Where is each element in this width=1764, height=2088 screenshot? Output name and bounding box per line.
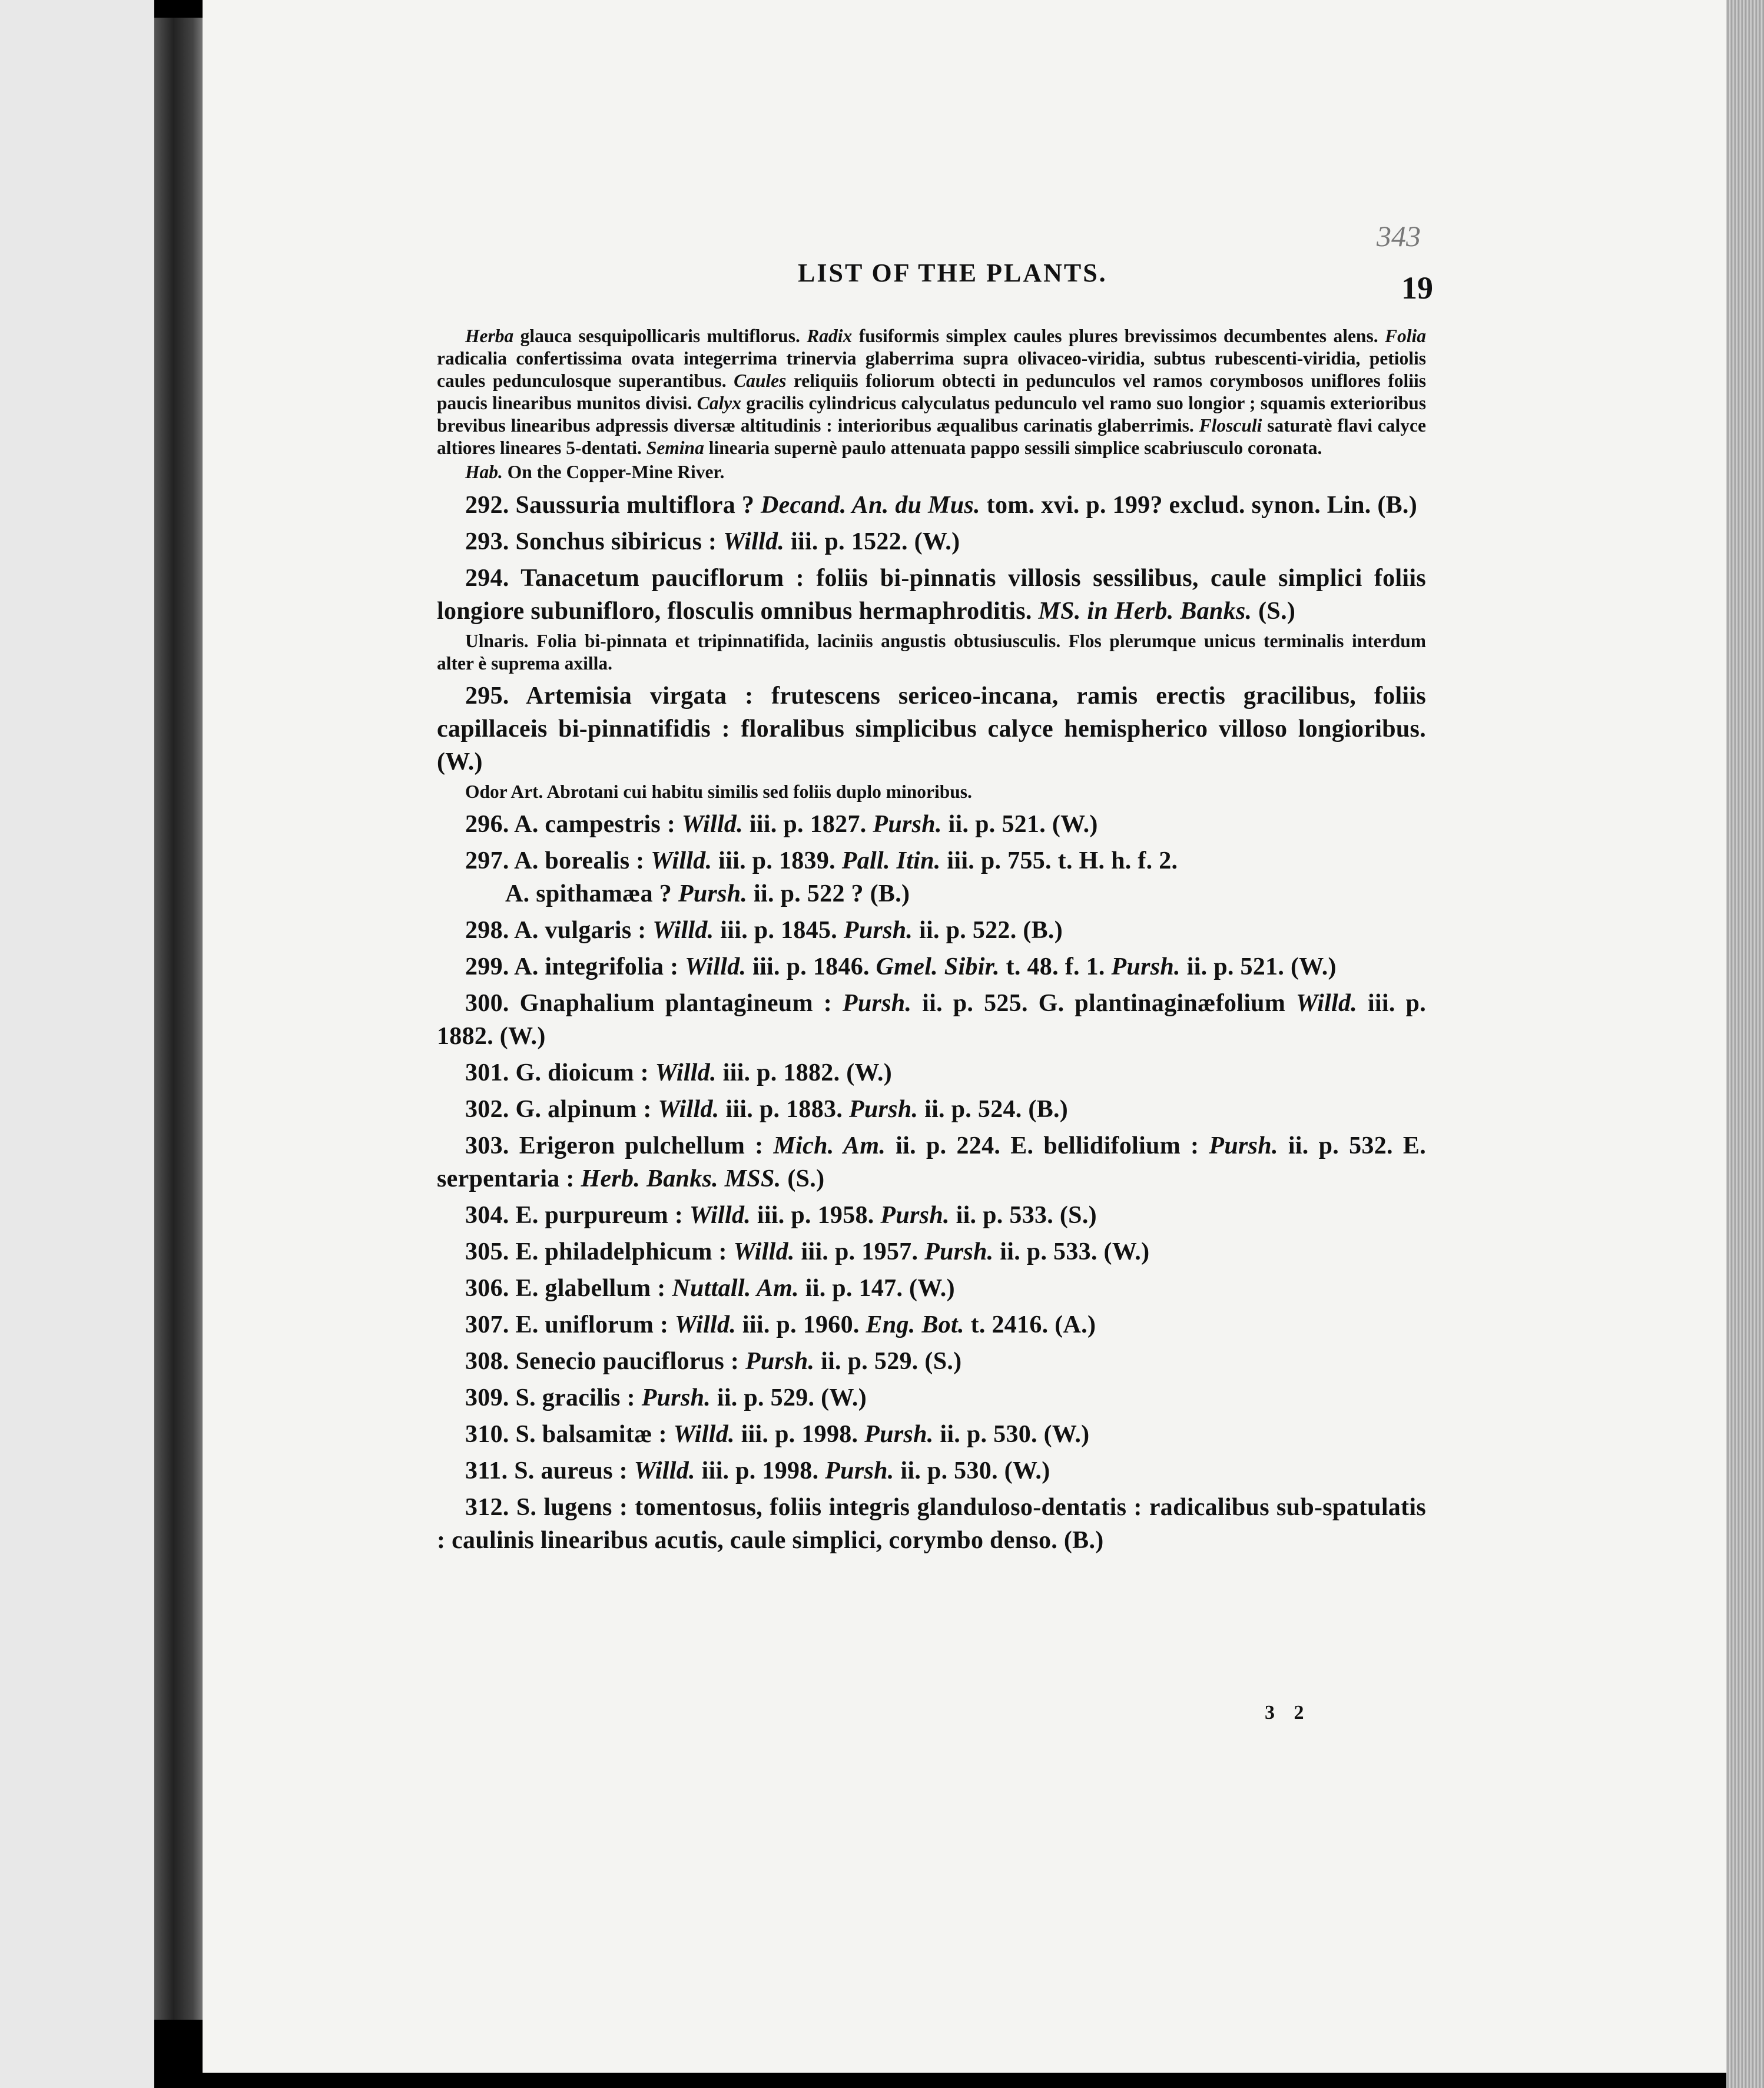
entry-number: 310. bbox=[465, 1421, 509, 1448]
page-number: 19 bbox=[1401, 270, 1433, 306]
entry-reference: Eng. Bot. bbox=[866, 1311, 964, 1338]
entry-text: ii. p. 533. (S.) bbox=[949, 1202, 1097, 1229]
entry-293 bbox=[437, 525, 1426, 558]
entry-309 bbox=[437, 1381, 1426, 1414]
entry-text: iii. p. 1522. (W.) bbox=[784, 528, 960, 555]
entry-text: G. alpinum : bbox=[509, 1096, 658, 1123]
entry-304 bbox=[437, 1199, 1426, 1232]
entry-text: E. uniflorum : bbox=[509, 1311, 675, 1338]
entry-306 bbox=[437, 1272, 1426, 1305]
handwritten-folio-mark: 343 bbox=[1377, 220, 1421, 253]
desc-text: glauca sesquipollicaris multiflorus. bbox=[513, 326, 807, 346]
entry-312 bbox=[437, 1491, 1426, 1557]
entry-reference: Pursh. bbox=[864, 1421, 934, 1448]
entry-reference: MS. in Herb. Banks. bbox=[1038, 598, 1252, 625]
entry-text: ii. p. 529. (S.) bbox=[814, 1348, 962, 1375]
entry-text: iii. p. 1839. bbox=[712, 847, 842, 874]
species-description bbox=[437, 325, 1426, 459]
entry-number: 299. bbox=[465, 953, 509, 980]
entry-text: t. 48. f. 1. bbox=[999, 953, 1112, 980]
entry-text: Erigeron pulchellum : bbox=[509, 1132, 774, 1159]
entry-reference: Willd. bbox=[673, 1421, 735, 1448]
entry-296 bbox=[437, 808, 1426, 841]
entry-text: iii. p. 1845. bbox=[714, 917, 844, 944]
desc-term: Caules bbox=[734, 370, 787, 391]
desc-term: Folia bbox=[1384, 326, 1426, 346]
entry-text: G. dioicum : bbox=[509, 1059, 655, 1086]
entry-305 bbox=[437, 1235, 1426, 1268]
page-body bbox=[437, 325, 1426, 1557]
entry-number: 292. bbox=[465, 492, 509, 519]
entry-300 bbox=[437, 987, 1426, 1053]
running-head: LIST OF THE PLANTS. bbox=[798, 258, 1108, 287]
entry-299 bbox=[437, 950, 1426, 983]
entry-text: iii. p. 1998. bbox=[695, 1457, 825, 1484]
signature-mark: 3 2 bbox=[1265, 1702, 1311, 1724]
desc-text: gracilis cylindricus calyculatus pedunculo vel ramo suo longior ; squamis exterioribus brevibus linearibus adpressis diversæ altitudinis : interioribus æqualibus carinatis glaberrimis. bbox=[437, 393, 1427, 436]
entry-text: S. aureus : bbox=[508, 1457, 634, 1484]
entry-text: (S.) bbox=[781, 1165, 825, 1192]
entry-297-synonym bbox=[437, 877, 1426, 910]
entry-294 bbox=[437, 562, 1426, 628]
entry-text: ii. p. 521. (W.) bbox=[1180, 953, 1337, 980]
entry-303 bbox=[437, 1129, 1426, 1195]
desc-term: Flosculi bbox=[1199, 415, 1262, 436]
entry-text: Senecio pauciflorus : bbox=[509, 1348, 745, 1375]
entry-text: A. spithamæa ? bbox=[505, 880, 678, 907]
entry-number: 297. bbox=[465, 847, 509, 874]
habitat-label: Hab. bbox=[465, 462, 503, 482]
entry-text: E. philadelphicum : bbox=[509, 1238, 734, 1265]
entry-reference: Willd. bbox=[681, 811, 744, 838]
entry-reference: Willd. bbox=[685, 953, 747, 980]
desc-text: reliquiis foliorum obtecti in pedunculos vel ramos corymbosos uniflores foliis paucis linearibus munitos divisi. bbox=[437, 370, 1426, 413]
entry-text: ii. p. 529. (W.) bbox=[711, 1384, 867, 1411]
entry-text: Saussuria multiflora ? bbox=[509, 492, 761, 519]
page-stack-edge bbox=[1726, 0, 1764, 2088]
entry-298 bbox=[437, 914, 1426, 947]
entry-number: 303. bbox=[465, 1132, 509, 1159]
entry-reference: Pursh. bbox=[873, 811, 942, 838]
desc-term: Radix bbox=[807, 326, 853, 346]
entry-reference: Pursh. bbox=[678, 880, 748, 907]
entry-text: ii. p. 530. (W.) bbox=[933, 1421, 1090, 1448]
entry-reference: Willd. bbox=[651, 847, 712, 874]
entry-307 bbox=[437, 1308, 1426, 1341]
habitat-text: On the Copper-Mine River. bbox=[502, 462, 725, 482]
entry-reference: Pall. Itin. bbox=[841, 847, 941, 874]
entry-text: ii. p. 147. (W.) bbox=[798, 1275, 955, 1302]
entry-reference: Pursh. bbox=[825, 1457, 894, 1484]
desc-term: Calyx bbox=[697, 393, 742, 413]
entry-text: ii. p. 521. (W.) bbox=[941, 811, 1098, 838]
note-294: Ulnaris. Folia bi-pinnata et tripinnatifida, laciniis angustis obtusiusculis. Flos plerumque unicus terminalis interdum alter è suprema axilla. bbox=[437, 631, 1426, 674]
entry-text: Sonchus sibiricus : bbox=[509, 528, 724, 555]
entry-reference: Willd. bbox=[658, 1096, 719, 1123]
book-gutter bbox=[154, 18, 203, 2020]
entry-text: ii. p. 522 ? (B.) bbox=[747, 880, 910, 907]
entry-text: iii. p. 1957. bbox=[794, 1238, 925, 1265]
entry-text: iii. p. 1882. (W.) bbox=[716, 1059, 893, 1086]
entry-number: 307. bbox=[465, 1311, 509, 1338]
entry-292 bbox=[437, 489, 1426, 522]
entry-text: ii. p. 533. (W.) bbox=[993, 1238, 1150, 1265]
entry-number: 293. bbox=[465, 528, 509, 555]
entry-text: S. lugens : tomentosus, foliis integris glanduloso-dentatis : radicalibus sub-spatulatis : caulinis linearibus acutis, caule simplici, corymbo denso. (B.) bbox=[437, 1494, 1426, 1554]
entry-text: iii. p. 1960. bbox=[736, 1311, 866, 1338]
entry-text: iii. p. 1827. bbox=[743, 811, 873, 838]
entry-number: 304. bbox=[465, 1202, 509, 1229]
entry-text: A. integrifolia : bbox=[509, 953, 685, 980]
entry-310 bbox=[437, 1418, 1426, 1451]
entry-text: Tanacetum pauciflorum : foliis bi-pinnatis villosis sessilibus, caule simplici foliis longiore subunifloro, flosculis omnibus hermaphroditis. bbox=[437, 565, 1426, 625]
entry-number: 300. bbox=[465, 990, 509, 1017]
entry-reference: Willd. bbox=[1296, 990, 1358, 1017]
desc-text: fusiformis simplex caules plures brevissimos decumbentes alens. bbox=[852, 326, 1385, 346]
entry-text: ii. p. 532. E. serpentaria : bbox=[437, 1132, 1427, 1192]
desc-text: radicalia confertissima ovata integerrima trinervia glaberrima supra olivaceo-viridia, subtus rubescenti-viridia, petiolis caules pedunculosque superantibus. bbox=[437, 348, 1426, 391]
entry-text: ii. p. 224. E. bellidifolium : bbox=[886, 1132, 1209, 1159]
entry-text: t. 2416. (A.) bbox=[964, 1311, 1096, 1338]
entry-reference: Pursh. bbox=[848, 1096, 919, 1123]
entry-number: 298. bbox=[465, 917, 509, 944]
entry-reference: Pursh. bbox=[745, 1348, 815, 1375]
entry-reference: Pursh. bbox=[880, 1202, 950, 1229]
entry-text: tom. xvi. p. 199? exclud. synon. Lin. (B.) bbox=[980, 492, 1418, 519]
entry-reference: Willd. bbox=[652, 917, 714, 944]
desc-text: linearia supernè paulo attenuata pappo sessili simplice scabriusculo coronata. bbox=[704, 438, 1322, 458]
entry-reference: Pursh. bbox=[1209, 1132, 1278, 1159]
entry-number: 309. bbox=[465, 1384, 509, 1411]
entry-number: 312. bbox=[465, 1494, 509, 1521]
entry-text: A. vulgaris : bbox=[509, 917, 653, 944]
entry-311 bbox=[437, 1454, 1426, 1487]
desc-text: saturatè flavi calyce altiores lineares 5-dentati. bbox=[437, 415, 1426, 458]
entry-number: 308. bbox=[465, 1348, 509, 1375]
entry-reference: Mich. Am. bbox=[773, 1132, 886, 1159]
entry-302 bbox=[437, 1093, 1426, 1126]
entry-reference: Willd. bbox=[634, 1457, 695, 1484]
entry-text: iii. p. 1958. bbox=[751, 1202, 881, 1229]
habitat-line bbox=[437, 459, 1426, 485]
entry-number: 302. bbox=[465, 1096, 509, 1123]
entry-text: Gnaphalium plantagineum : bbox=[509, 990, 843, 1017]
entry-number: 311. bbox=[465, 1457, 508, 1484]
entry-reference: Willd. bbox=[733, 1238, 795, 1265]
entry-number: 301. bbox=[465, 1059, 509, 1086]
entry-reference: Willd. bbox=[655, 1059, 717, 1086]
entry-text: S. gracilis : bbox=[509, 1384, 642, 1411]
entry-number: 295. bbox=[465, 682, 509, 710]
entry-text: iii. p. 1883. bbox=[719, 1096, 849, 1123]
entry-text: iii. p. 1998. bbox=[734, 1421, 865, 1448]
entry-reference: Willd. bbox=[689, 1202, 751, 1229]
entry-number: 306. bbox=[465, 1275, 509, 1302]
entry-295 bbox=[437, 680, 1426, 778]
entry-reference: Pursh. bbox=[924, 1238, 994, 1265]
entry-308 bbox=[437, 1345, 1426, 1378]
entry-reference: Willd. bbox=[723, 528, 785, 555]
entry-number: 294. bbox=[465, 565, 509, 592]
entry-text: iii. p. 755. t. H. h. f. 2. bbox=[940, 847, 1178, 874]
entry-text: ii. p. 522. (B.) bbox=[913, 917, 1063, 944]
facing-page-edge bbox=[0, 0, 154, 2088]
entry-reference: Willd. bbox=[675, 1311, 737, 1338]
entry-301 bbox=[437, 1056, 1426, 1089]
entry-reference: Pursh. bbox=[843, 917, 913, 944]
entry-text: iii. p. 1846. bbox=[746, 953, 876, 980]
entry-text: Artemisia virgata : frutescens sericeo-incana, ramis erectis gracilibus, foliis capillaceis bi-pinnatifidis : floralibus simplicibus calyce hemispherico villoso longioribus. (W.) bbox=[437, 682, 1426, 775]
entry-text: ii. p. 524. (B.) bbox=[918, 1096, 1069, 1123]
desc-term: Herba bbox=[465, 326, 514, 346]
entry-text: iii. p. 1882. (W.) bbox=[437, 990, 1427, 1050]
entry-text: ii. p. 530. (W.) bbox=[894, 1457, 1050, 1484]
entry-reference: Pursh. bbox=[641, 1384, 711, 1411]
entry-text: E. purpureum : bbox=[509, 1202, 689, 1229]
entry-reference: Herb. Banks. MSS. bbox=[581, 1165, 781, 1192]
entry-number: 305. bbox=[465, 1238, 509, 1265]
entry-text: A. borealis : bbox=[509, 847, 651, 874]
entry-text: (S.) bbox=[1252, 598, 1296, 625]
entry-text: S. balsamitæ : bbox=[509, 1421, 674, 1448]
entry-reference: Pursh. bbox=[842, 990, 912, 1017]
note-295: Odor Art. Abrotani cui habitu similis sed foliis duplo minoribus. bbox=[465, 781, 972, 802]
entry-reference: Gmel. Sibir. bbox=[876, 953, 1000, 980]
entry-text: E. glabellum : bbox=[509, 1275, 672, 1302]
entry-reference: Nuttall. Am. bbox=[672, 1275, 799, 1302]
entry-text: ii. p. 525. G. plantinaginæfolium bbox=[911, 990, 1296, 1017]
entry-reference: Pursh. bbox=[1111, 953, 1181, 980]
entry-reference: Decand. An. du Mus. bbox=[760, 492, 980, 519]
entry-297 bbox=[437, 844, 1426, 877]
entry-number: 296. bbox=[465, 811, 509, 838]
desc-term: Semina bbox=[646, 438, 704, 458]
entry-text: A. campestris : bbox=[509, 811, 682, 838]
